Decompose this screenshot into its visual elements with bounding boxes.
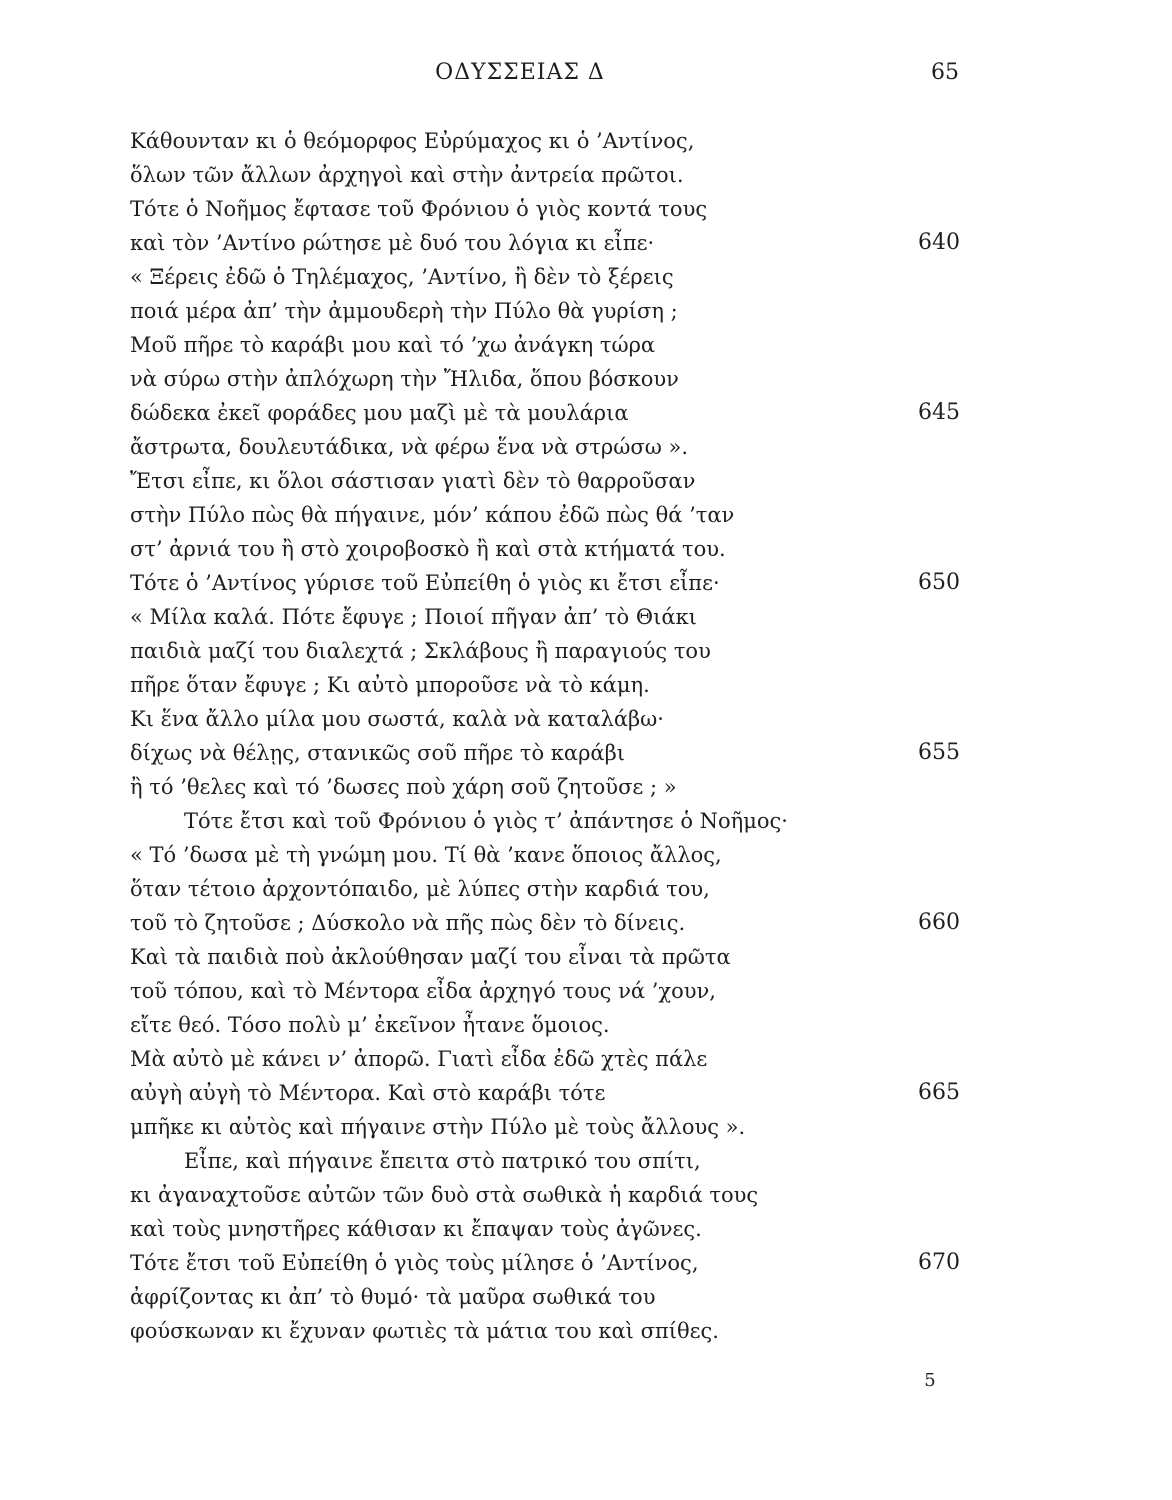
verse-line <box>130 464 960 498</box>
verse-text: Κάθουνταν κι ὁ θεόμορφος Εὐρύμαχος κι ὁ ’Αντίνος, <box>130 129 695 153</box>
verse-text: στ’ ἀρνιά του ἢ στὸ χοιροβοσκὸ ἢ καὶ στὰ κτήματά του. <box>130 537 726 561</box>
verse-line <box>130 634 960 668</box>
verse-text: ἄστρωτα, δουλευτάδικα, νὰ φέρω ἕνα νὰ στρώσω ». <box>130 435 689 459</box>
verse-text: εἴτε θεό. Τόσο πολὺ μ’ ἐκεῖνον ἦτανε ὅμοιος. <box>130 1013 610 1037</box>
verse-text: μπῆκε κι αὐτὸς καὶ πήγαινε στὴν Πύλο μὲ τοὺς ἄλλους ». <box>130 1115 746 1139</box>
verse-text: « Ξέρεις ἐδῶ ὁ Τηλέμαχος, ’Αντίνο, ἢ δὲν τὸ ξέρεις <box>130 265 674 289</box>
verse-text: Ἔτσι εἶπε, κι ὅλοι σάστισαν γιατὶ δὲν τὸ θαρροῦσαν <box>130 469 696 493</box>
verse-text: ποιά μέρα ἀπ’ τὴν ἀμμουδερὴ τὴν Πύλο θὰ γυρίση ; <box>130 299 678 323</box>
verse-line <box>130 1008 960 1042</box>
verse-text: Τότε ἔτσι καὶ τοῦ Φρόνιου ὁ γιὸς τ’ ἀπάντησε ὁ Νοῆμος· <box>184 809 788 833</box>
verse-line <box>130 532 960 566</box>
verse-line <box>130 1144 960 1178</box>
line-number: 655 <box>918 740 960 765</box>
verse-text: Τότε ὁ Νοῆμος ἔφτασε τοῦ Φρόνιου ὁ γιὸς κοντά τους <box>130 197 708 221</box>
verse-line <box>130 1110 960 1144</box>
verse-line <box>130 770 960 804</box>
verse-line <box>130 1212 960 1246</box>
verse-line <box>130 328 960 362</box>
verse-line <box>130 974 960 1008</box>
verse-line <box>130 124 960 158</box>
verse-line <box>130 1280 960 1314</box>
verse-text: Μὰ αὐτὸ μὲ κάνει ν’ ἀπορῶ. Γιατὶ εἶδα ἐδῶ χτὲς πάλε <box>130 1047 708 1071</box>
verse-text: πῆρε ὅταν ἔφυγε ; Κι αὐτὸ μποροῦσε νὰ τὸ κάμη. <box>130 673 650 697</box>
verse-text: Μοῦ πῆρε τὸ καράβι μου καὶ τό ’χω ἀνάγκη τώρα <box>130 333 656 357</box>
verse-line <box>130 192 960 226</box>
verse-line <box>130 1076 960 1110</box>
verse-line <box>130 158 960 192</box>
verse-text: παιδιὰ μαζί του διαλεχτά ; Σκλάβους ἢ παραγιούς του <box>130 639 711 663</box>
verse-text: τοῦ τόπου, καὶ τὸ Μέντορα εἶδα ἀρχηγό τους νά ’χουν, <box>130 979 716 1003</box>
verse-text: δώδεκα ἐκεῖ φοράδες μου μαζὶ μὲ τὰ μουλάρια <box>130 401 629 425</box>
verse-line <box>130 1042 960 1076</box>
verse-line <box>130 804 960 838</box>
verse-text: « Μίλα καλά. Πότε ἔφυγε ; Ποιοί πῆγαν ἀπ’ τὸ Θιάκι <box>130 605 697 629</box>
verse-line <box>130 362 960 396</box>
line-number: 650 <box>918 570 960 595</box>
verse-line <box>130 226 960 260</box>
verse-text: « Τό ’δωσα μὲ τὴ γνώμη μου. Τί θὰ ’κανε ὅποιος ἄλλος, <box>130 843 722 867</box>
verse-text: ὅταν τέτοιο ἀρχοντόπαιδο, μὲ λύπες στὴν καρδιά του, <box>130 877 710 901</box>
verse-line <box>130 566 960 600</box>
verse-line <box>130 940 960 974</box>
line-number: 670 <box>918 1250 960 1275</box>
verse-line <box>130 294 960 328</box>
verse-line <box>130 1178 960 1212</box>
verse-text: Καὶ τὰ παιδιὰ ποὺ ἀκλούθησαν μαζί του εἶναι τὰ πρῶτα <box>130 945 731 969</box>
verse-text: Τότε ἔτσι τοῦ Εὐπείθη ὁ γιὸς τοὺς μίλησε ὁ ’Αντίνος, <box>130 1251 699 1275</box>
running-header-title: ΟΔΥΣΣΕΙΑΣ Δ <box>435 60 605 85</box>
verse-line <box>130 906 960 940</box>
verse-line <box>130 260 960 294</box>
verse-line <box>130 498 960 532</box>
verse-line <box>130 1246 960 1280</box>
verse-line <box>130 396 960 430</box>
verse-text: στὴν Πύλο πὼς θὰ πήγαινε, μόν’ κάπου ἐδῶ πὼς θά ’ταν <box>130 503 735 527</box>
verse-line <box>130 736 960 770</box>
verse-text: φούσκωναν κι ἔχυναν φωτιὲς τὰ μάτια του καὶ σπίθες. <box>130 1319 719 1343</box>
line-number: 665 <box>918 1080 960 1105</box>
verse-line <box>130 1314 960 1348</box>
verse-line <box>130 838 960 872</box>
verse-text: κι ἀγαναχτοῦσε αὐτῶν τῶν δυὸ στὰ σωθικὰ ἡ καρδιά τους <box>130 1183 759 1207</box>
verse-text: ἢ τό ’θελες καὶ τό ’δωσες ποὺ χάρη σοῦ ζητοῦσε ; » <box>130 775 677 799</box>
page-number: 65 <box>931 60 959 85</box>
verse-text: ὅλων τῶν ἄλλων ἀρχηγοὶ καὶ στὴν ἀντρεία πρῶτοι. <box>130 163 684 187</box>
signature-mark: 5 <box>924 1370 936 1391</box>
verse-text: Κι ἕνα ἄλλο μίλα μου σωστά, καλὰ νὰ καταλάβω· <box>130 707 664 731</box>
verse-line <box>130 600 960 634</box>
verse-text: νὰ σύρω στὴν ἀπλόχωρη τὴν Ἤλιδα, ὅπου βόσκουν <box>130 367 679 391</box>
verse-text: τοῦ τὸ ζητοῦσε ; Δύσκολο νὰ πῆς πὼς δὲν τὸ δίνεις. <box>130 911 686 935</box>
verse-text: Εἶπε, καὶ πήγαινε ἔπειτα στὸ πατρικό του σπίτι, <box>184 1149 701 1173</box>
verse-line <box>130 702 960 736</box>
verse-line <box>130 872 960 906</box>
verse-text: καὶ τοὺς μνηστῆρες κάθισαν κι ἔπαψαν τοὺς ἀγῶνες. <box>130 1217 702 1241</box>
poem-text-block <box>130 124 960 1348</box>
line-number: 640 <box>918 230 960 255</box>
verse-text: καὶ τὸν ’Αντίνο ρώτησε μὲ δυό του λόγια κι εἶπε· <box>130 231 655 255</box>
verse-text: δίχως νὰ θέλῃς, στανικῶς σοῦ πῆρε τὸ καράβι <box>130 741 625 765</box>
verse-text: Τότε ὁ ’Αντίνος γύρισε τοῦ Εὐπείθη ὁ γιὸς κι ἔτσι εἶπε· <box>130 571 720 595</box>
line-number: 660 <box>918 910 960 935</box>
verse-text: ἀφρίζοντας κι ἀπ’ τὸ θυμό· τὰ μαῦρα σωθικά του <box>130 1285 656 1309</box>
verse-line <box>130 430 960 464</box>
verse-text: αὐγὴ αὐγὴ τὸ Μέντορα. Καὶ στὸ καράβι τότε <box>130 1081 606 1105</box>
line-number: 645 <box>918 400 960 425</box>
verse-line <box>130 668 960 702</box>
